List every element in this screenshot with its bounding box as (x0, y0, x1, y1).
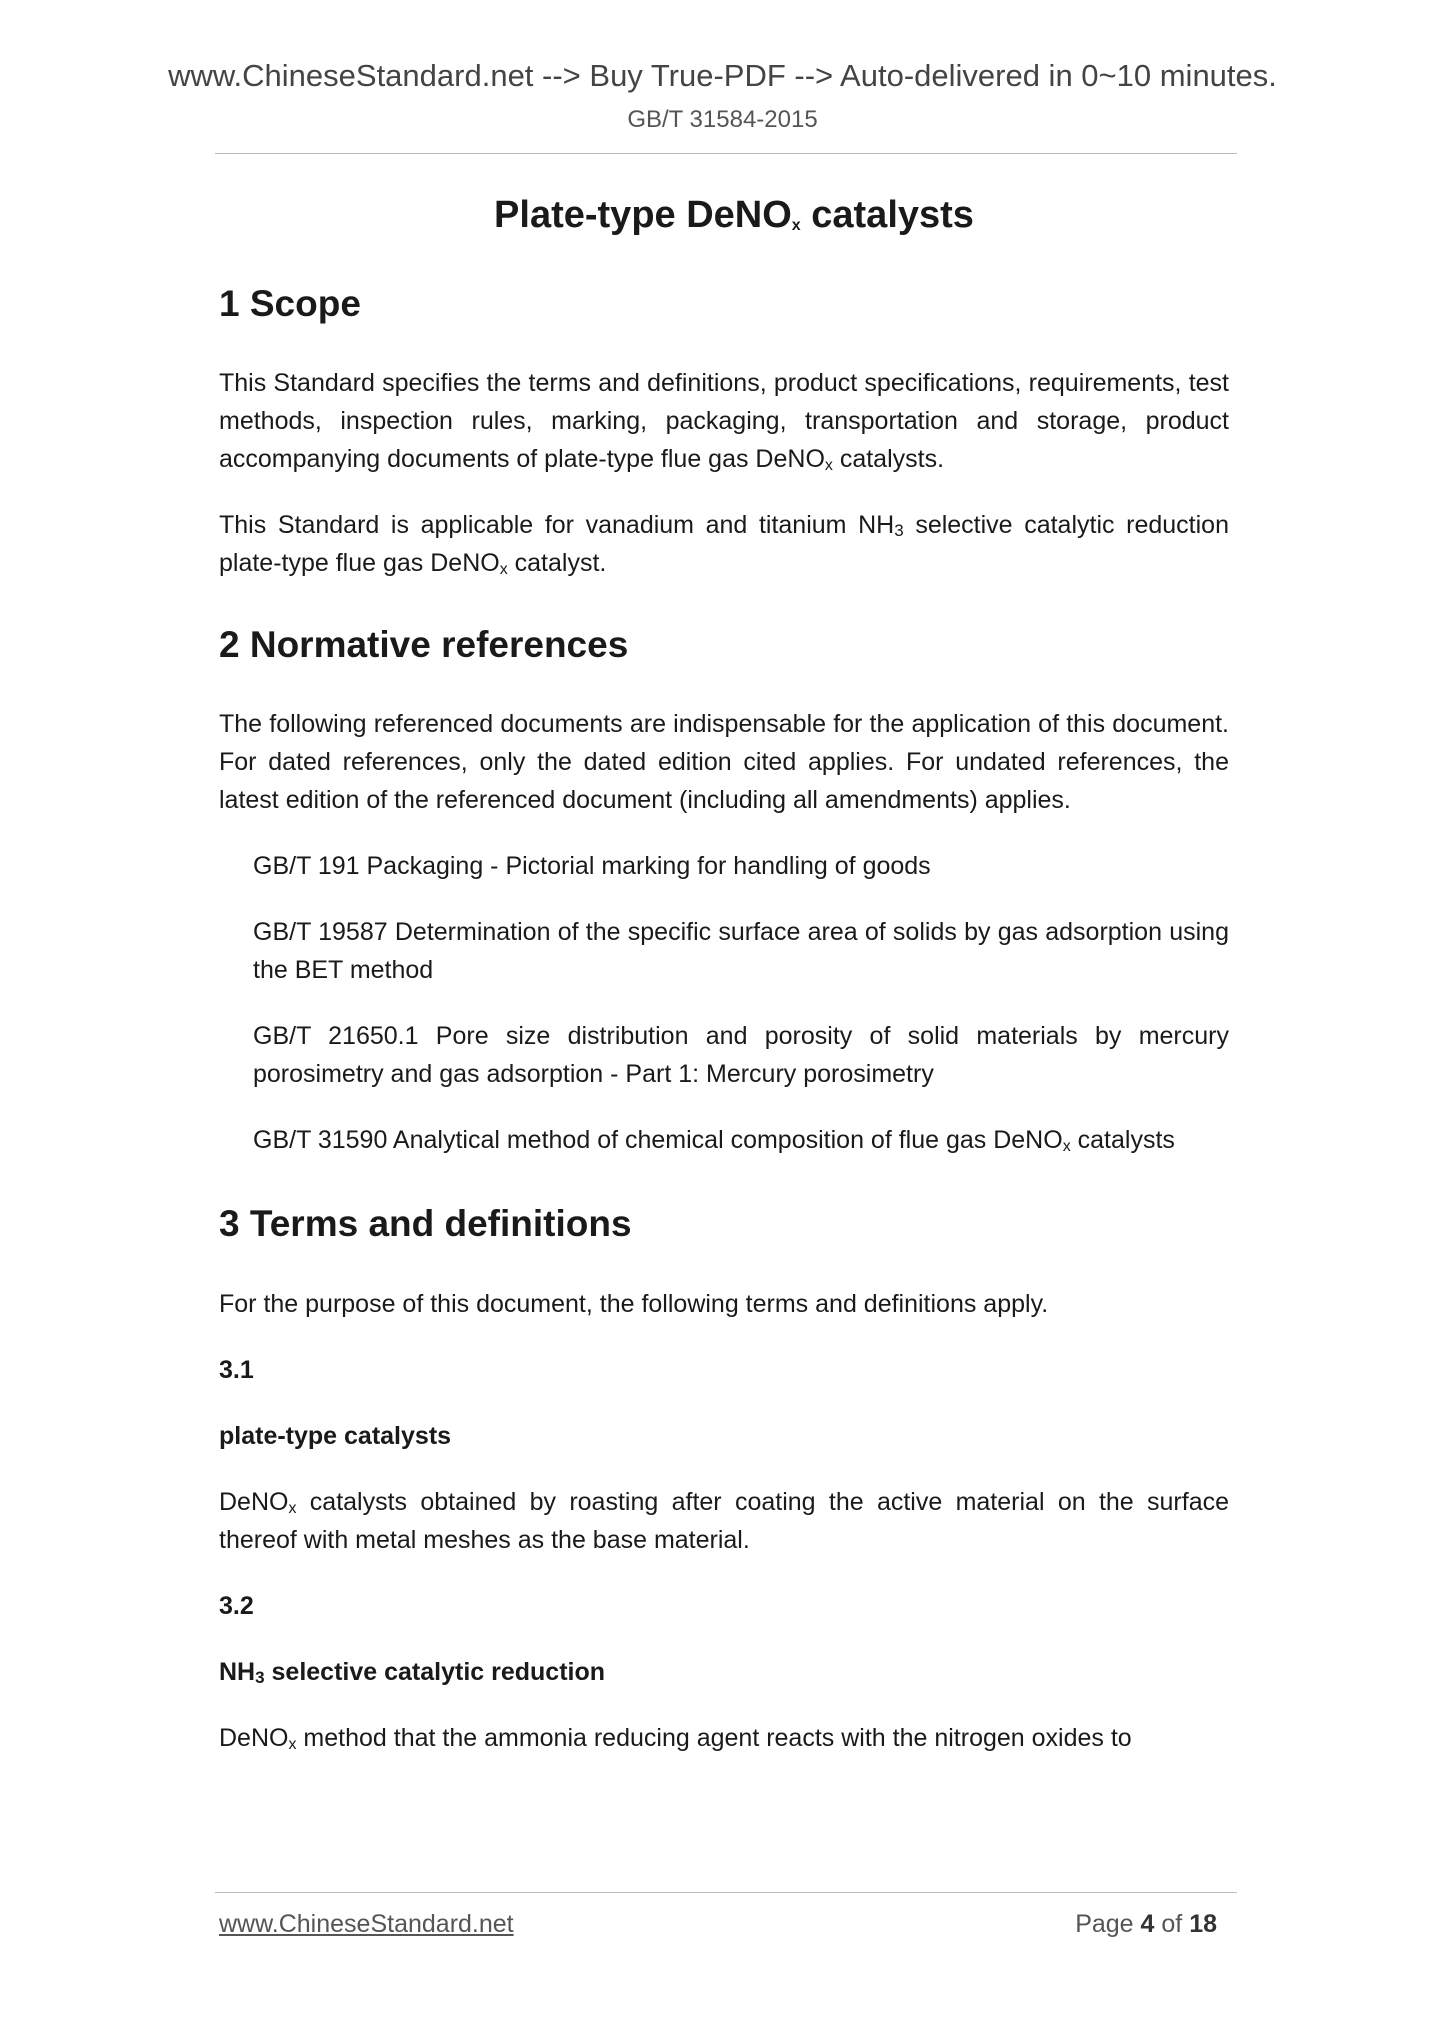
normative-intro: The following referenced documents are indispensable for the application of this document. For dated references, only the dated edition cited applies. For undated references, the latest edition of the referenced document (including all amendments) applies. (219, 710, 1229, 814)
term-name: plate-type catalysts (219, 1422, 452, 1450)
scope-p2-text: This Standard is applicable for vanadium and titanium NH (219, 511, 895, 539)
scope-p1-tail: catalysts. (832, 445, 945, 473)
scope-paragraph-2 (219, 506, 1229, 582)
reference-item: GB/T 21650.1 Pore size distribution and porosity of solid materials by mercury porosimetry and gas adsorption - Part 1: Mercury porosimetry (253, 1022, 1229, 1088)
header-divider (215, 153, 1237, 154)
term-definition-text: DeNO (219, 1724, 289, 1752)
scope-paragraph-1 (219, 364, 1229, 478)
reference-item: GB/T 19587 Determination of the specific surface area of solids by gas adsorption using the BET method (253, 918, 1229, 984)
term-number: 3.2 (219, 1592, 254, 1620)
page-label: Page (1075, 1910, 1141, 1938)
page-total: 18 (1189, 1910, 1217, 1938)
scope-p1-text: This Standard specifies the terms and definitions, product specifications, requirements, test methods, inspection rules, marking, packaging, transportation and storage, product accompanying documents of plate-type flue gas DeNO (219, 369, 1229, 473)
reference-item-subscript: x (1062, 1138, 1071, 1155)
term-definition-text: DeNO (219, 1488, 289, 1516)
scope-p1-subscript: x (824, 457, 833, 474)
term-name-text: NH (219, 1658, 256, 1686)
term-name (219, 1653, 1229, 1691)
term-number: 3.1 (219, 1356, 254, 1384)
title-subscript: x (791, 217, 801, 234)
scope-p2-subscript: 3 (894, 521, 904, 540)
term-definition-tail: catalysts obtained by roasting after coating the active material on the surface thereof with metal meshes as the base material. (219, 1488, 1229, 1554)
term-definition (219, 1719, 1229, 1757)
document-number: GB/T 31584-2015 (627, 106, 818, 133)
term-definition-tail: method that the ammonia reducing agent reacts with the nitrogen oxides to (296, 1724, 1132, 1752)
footer-site-link[interactable]: www.ChineseStandard.net (219, 1910, 514, 1938)
scope-p2-subscript-2: x (499, 561, 508, 578)
reference-item: GB/T 191 Packaging - Pictorial marking for handling of goods (253, 852, 931, 880)
section-heading-normative: 2 Normative references (219, 624, 629, 665)
terms-intro: For the purpose of this document, the following terms and definitions apply. (219, 1290, 1049, 1318)
term-name-subscript: 3 (255, 1668, 265, 1687)
document-body (219, 185, 1229, 1757)
term-name-tail: selective catalytic reduction (264, 1658, 606, 1686)
section-heading-terms: 3 Terms and definitions (219, 1203, 632, 1244)
page-of: of (1154, 1910, 1190, 1938)
reference-item (219, 1121, 1229, 1159)
document-title (219, 185, 1229, 245)
scope-p2-tail: catalyst. (507, 549, 607, 577)
reference-item-text: GB/T 31590 Analytical method of chemical composition of flue gas DeNO (253, 1126, 1063, 1154)
page-current: 4 (1140, 1910, 1155, 1938)
title-text: Plate-type DeNO (494, 194, 792, 236)
title-tail: catalysts (800, 194, 974, 236)
page-indicator (1075, 1910, 1217, 1939)
section-heading-scope: 1 Scope (219, 283, 361, 324)
term-definition (219, 1483, 1229, 1559)
site-banner[interactable]: www.ChineseStandard.net --> Buy True-PDF --> Auto-delivered in 0~10 minutes. (168, 58, 1277, 93)
scope-p2-text-2: selective catalytic reduction plate-type flue gas DeNO (219, 511, 1229, 577)
footer-divider (215, 1892, 1237, 1893)
term-definition-subscript: x (288, 1736, 297, 1753)
reference-item-tail: catalysts (1070, 1126, 1175, 1154)
term-definition-subscript: x (288, 1500, 297, 1517)
